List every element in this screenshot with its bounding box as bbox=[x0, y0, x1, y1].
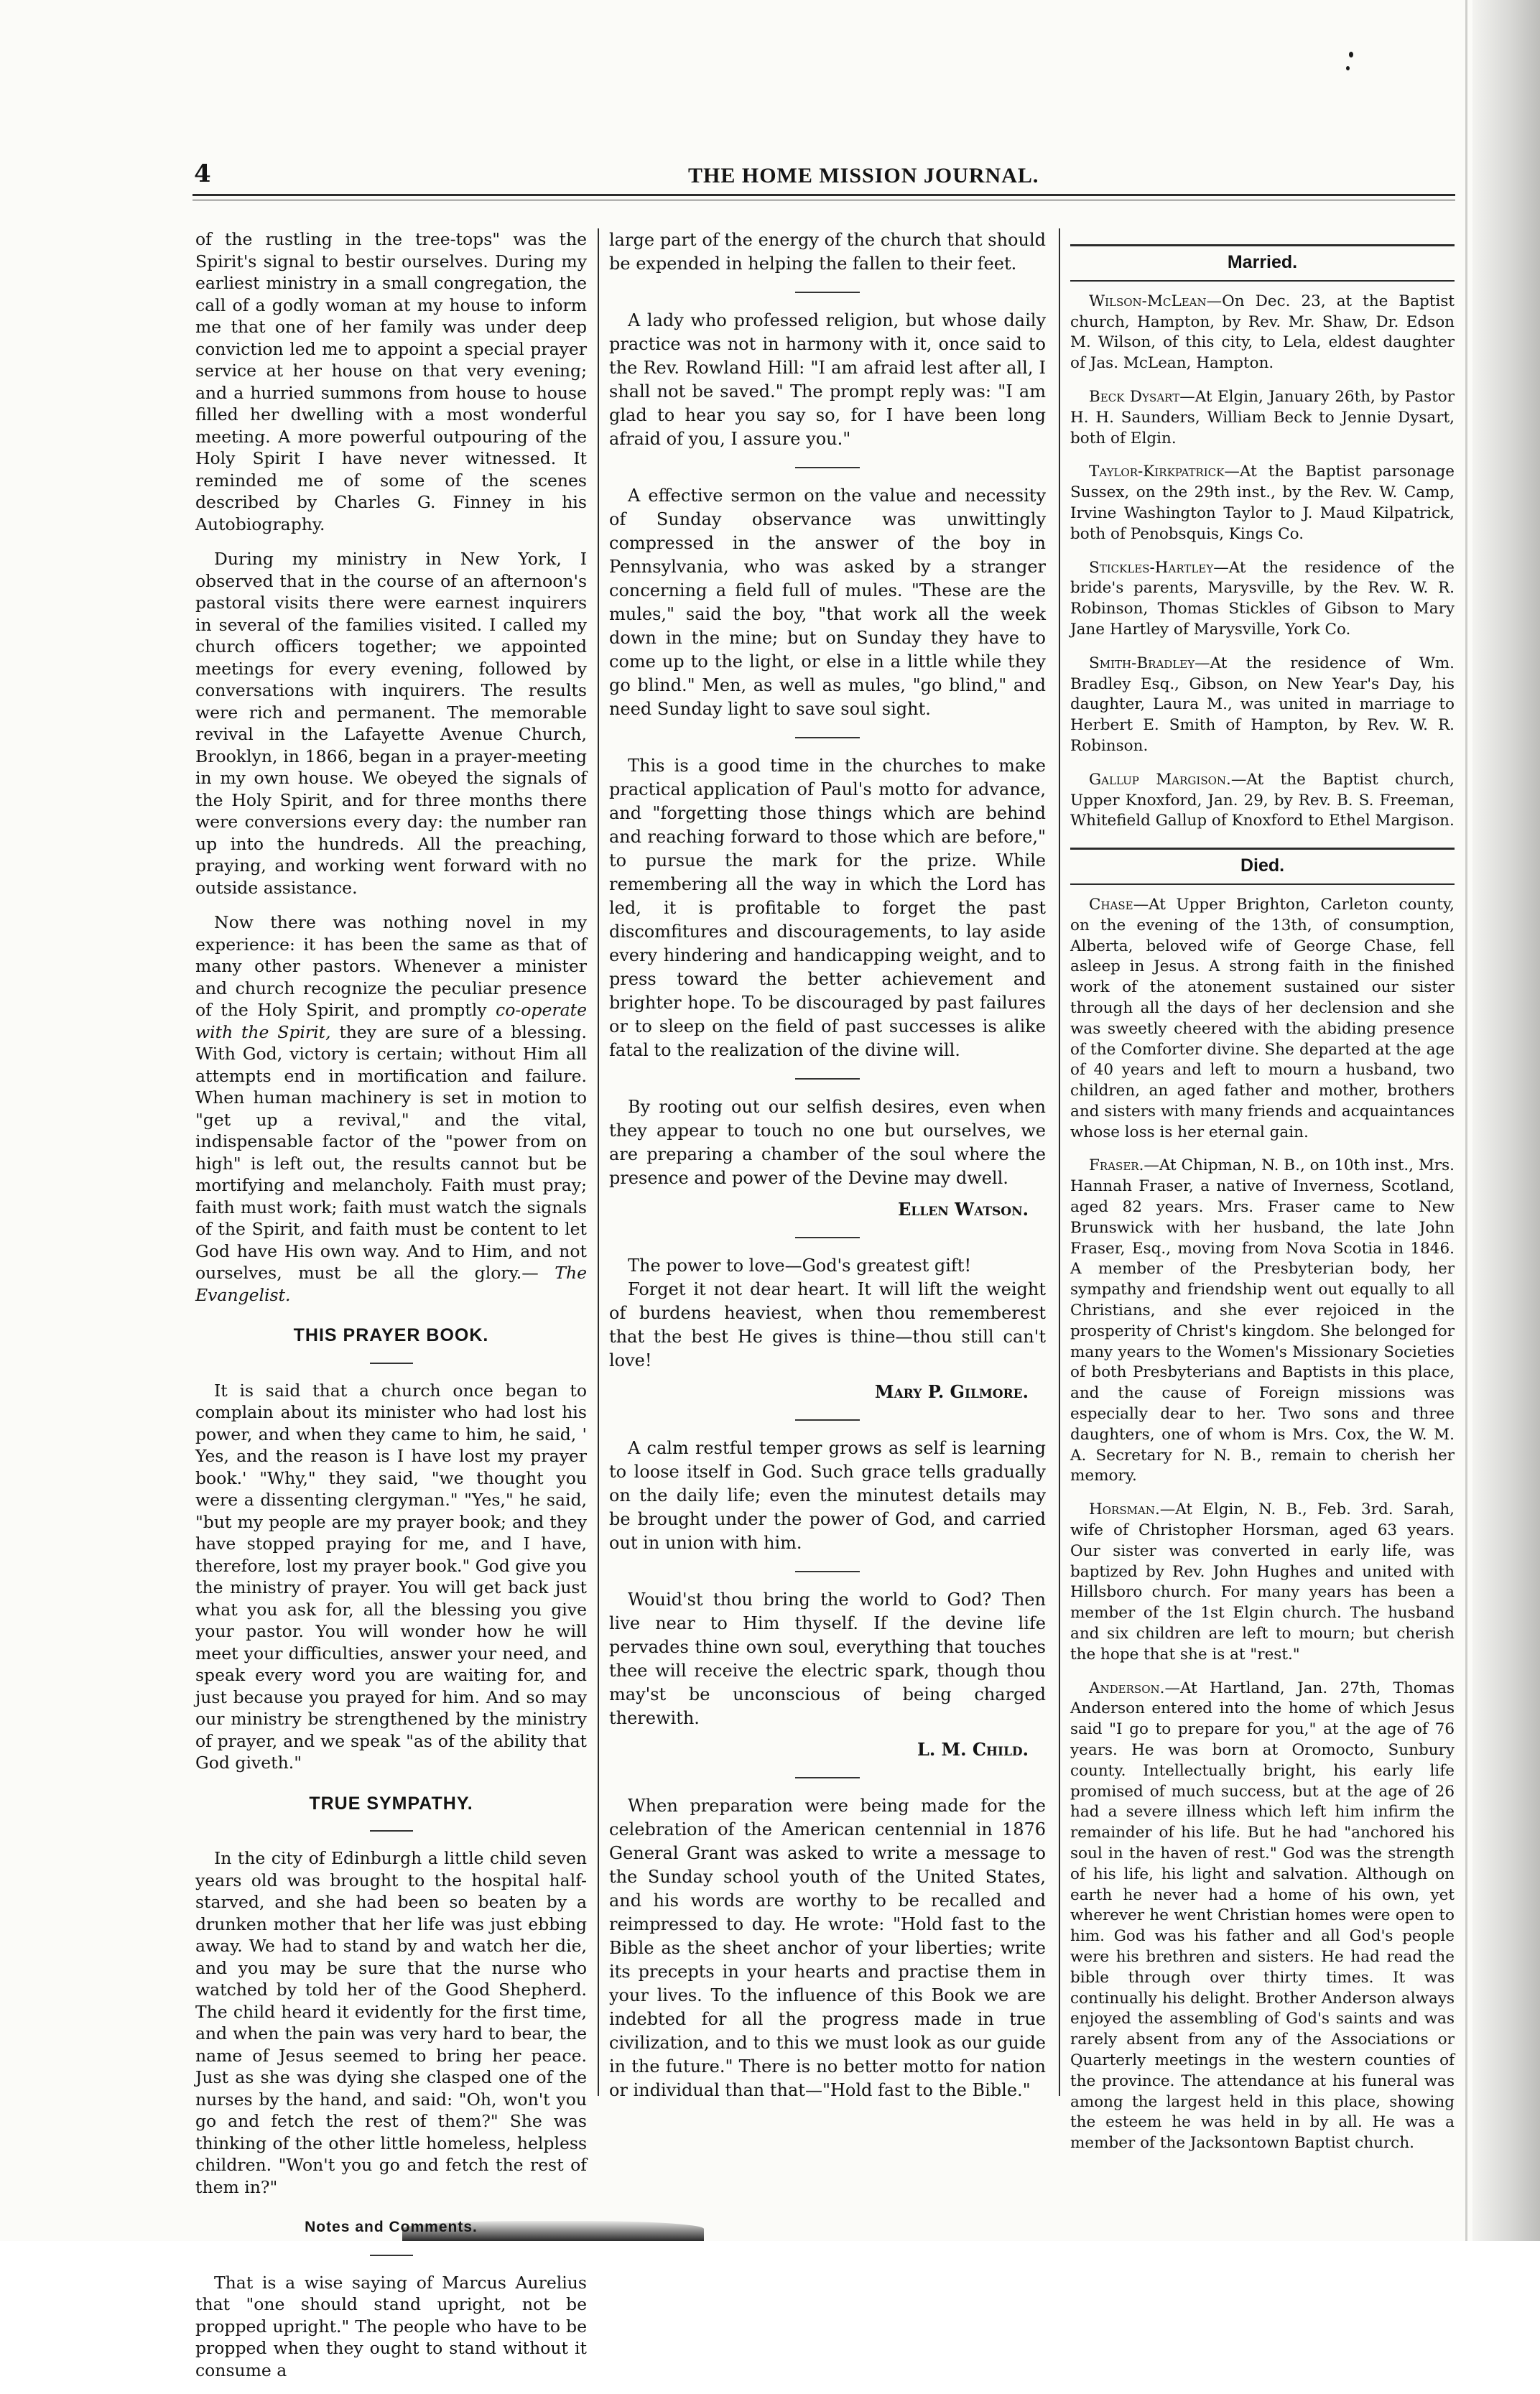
ink-speck bbox=[1349, 52, 1353, 57]
section-title-died: Died. bbox=[1240, 855, 1285, 876]
article-paragraph: A calm restful temper grows as self is learning to loose itself in God. Such grace tells gradually on the daily life; even the minutest details may be brought under the power of God, and carried out in union with him. bbox=[609, 1438, 1046, 1553]
article-paragraph: A effective sermon on the value and necessity of Sunday observance was unwittingly compressed in the answer of the boy in Pennsylvania, who was asked by a stranger concerning a field full of mules. "These are the mules," said the boy, "that work all the week down in the mine; but on Sunday they have to come up to the light, or else in a little while they go blind." Men, as well as mules, "go blind," and need Sunday light to save soul sight. bbox=[609, 486, 1046, 719]
article-paragraph: A lady who professed religion, but whose daily practice was not in harmony with it, once said to the Rev. Rowland Hill: "I am afraid lest after all, I shall not be saved." The prompt reply was: "I am glad to hear you say so, for I have been long afraid of you, I assure you." bbox=[609, 310, 1046, 449]
signature: Mary P. Gilmore. bbox=[874, 1381, 1029, 1402]
section-title-married: Married. bbox=[1227, 252, 1298, 272]
article-paragraph: During my ministry in New York, I observed that in the course of an afternoon's pastoral visits there were earnest inquirers in several of the families visited. I called my church officers together; we appointed meetings for every evening, followed by conversations with inquirers. The results were rich and permanent. The memorable revival in the Lafayette Avenue Church, Brooklyn, in 1866, began in a prayer-meeting in my own house. We obeyed the signals of the Holy Spirit, and for three months there were conversions every day: the number ran up into the hundreds. All the preaching, praying, and working went forward with no outside assistance. bbox=[195, 549, 587, 898]
article-paragraph: That is a wise saying of Marcus Aurelius that "one should stand upright, not be propped upright." The people who have to be propped when they ought to stand without it consume a bbox=[195, 2272, 587, 2380]
article-paragraph: When preparation were being made for the celebration of the American centennial in 1876 General Grant was asked to write a message to the Sunday school youth of the United States, and his words are worthy to be recalled and reimpressed to day. He wrote: "Hold fast to the Bible as the sheet anchor of your liberties; write its precepts in your hearts and practise them in your lives. To the influence of this Book we are indebted for all the progress made in true civilization, and to this we must look as our guide in the future." There is no better motto for nation or individual than that—"Hold fast to the Bible." bbox=[609, 1796, 1046, 2100]
divider bbox=[795, 737, 860, 738]
article-paragraph: It is said that a church once began to complain about its minister who had lost his power, and when they came to him, he said, ' Yes, and the reason is I have lost my prayer book.' "Why," they said, "we thought you were a dissenting clergyman." "Yes," he said, "but my people are my prayer book; and they have stopped praying for me, and I have, therefore, lost my prayer book." God give you the ministry of prayer. You will get back just what you ask for, all the blessing you give your pastor. You will wonder how he will meet your difficulties, answer your need, and speak every word you are waiting for, and just because you prayed for him. And so may our ministry be strengthened by the ministry of prayer, and we speak "as of the ability that God giveth." bbox=[195, 1380, 587, 1773]
column-divider-1 bbox=[598, 228, 599, 2096]
article-paragraph: Wouid'st thou bring the world to God? Then live near to Him thyself. If the devine life pervades thine own soul, everything that touches thee will receive the electric spark, though thou may'st be unconscious of being charged therewith. bbox=[609, 1590, 1046, 1728]
marriage-notice: Stickles-Hartley—At the residence of the bride's parents, Marysville, by the Rev. W. R. Robinson, Thomas Stickles of Gibson to Mary Jane Hartley of Marysville, York Co. bbox=[1070, 558, 1455, 639]
death-notice: Chase—At Upper Brighton, Carleton county, on the evening of the 13th, of consumption, Alberta, beloved wife of George Chase, fell asleep in Jesus. A strong faith in the finished work of the atonement sustained our sister through all the days of her declension and she was sweetly cheered with the abiding presence of the Comforter divine. She departed at the age of 40 years and left to mourn a husband, two children, an aged father and mother, brothers and sisters with many friends and acquaintances whose loss is her eternal gain. bbox=[1070, 895, 1455, 1141]
divider bbox=[370, 1363, 413, 1364]
divider bbox=[795, 1078, 860, 1080]
divider bbox=[795, 1571, 860, 1572]
marriage-notice: Beck Dysart—At Elgin, January 26th, by Pastor H. H. Saunders, William Beck to Jennie Dysart, both of Elgin. bbox=[1070, 387, 1455, 447]
column-3 bbox=[1070, 228, 1455, 2167]
article-paragraph: Forget it not dear heart. It will lift the weight of burdens heaviest, when thou rememberest that the best He gives is thine—thou still can't love! bbox=[609, 1279, 1046, 1370]
column-2 bbox=[609, 228, 1046, 2115]
section-rule bbox=[1070, 848, 1455, 850]
page-number: 4 bbox=[194, 159, 211, 188]
article-paragraph: large part of the energy of the church that should be expended in helping the fallen to their feet. bbox=[609, 230, 1046, 274]
page-edge-line bbox=[1465, 0, 1467, 2241]
article-paragraph: By rooting out our selfish desires, even when they appear to touch no one but ourselves, we are preparing a chamber of the soul where the presence and power of the Devine may dwell. bbox=[609, 1097, 1046, 1188]
divider bbox=[795, 467, 860, 468]
article-paragraph: The power to love—God's greatest gift! bbox=[628, 1256, 972, 1276]
column-divider-2 bbox=[1059, 228, 1060, 2096]
article-paragraph: of the rustling in the tree-tops" was the Spirit's signal to bestir ourselves. During my earliest ministry in a small congregation, the call of a godly woman at my house to inform me that one of her family was under deep conviction led me to appoint a special prayer service at her house on that very evening; and a hurried summons from house to house filled her dwelling with a most wonderful meeting. A more powerful outpouring of the Holy Spirit I have never witnessed. It reminded me of some of the scenes described by Charles G. Finney in his Autobiography. bbox=[195, 229, 587, 534]
ink-speck bbox=[1346, 66, 1350, 70]
section-rule bbox=[1070, 244, 1455, 246]
signature: Ellen Watson. bbox=[898, 1199, 1029, 1220]
marriage-notice: Wilson-McLean—On Dec. 23, at the Baptist church, Hampton, by Rev. Mr. Shaw, Dr. Edson M. Wilson, of this city, to Lela, eldest daughter of Jas. McLean, Hampton. bbox=[1070, 292, 1455, 373]
divider bbox=[795, 1419, 860, 1421]
header-rule-top bbox=[192, 194, 1455, 196]
page-edge-shadow bbox=[1472, 0, 1540, 2241]
marriage-notice: Gallup Margison.—At the Baptist church, Upper Knoxford, Jan. 29, by Rev. B. S. Freeman, Whitefield Gallup of Knoxford to Ethel Margison. bbox=[1070, 770, 1455, 830]
journal-title: THE HOME MISSION JOURNAL. bbox=[688, 164, 1039, 187]
divider bbox=[795, 1237, 860, 1238]
section-rule bbox=[1070, 280, 1455, 282]
divider bbox=[370, 1830, 413, 1832]
death-notice: Horsman.—At Elgin, N. B., Feb. 3rd. Sarah, wife of Christopher Horsman, aged 63 years. Our sister was converted in early life, was baptized by Rev. John Hughes and united with Hillsboro church. For many years has been a member of the 1st Elgin church. The husband and six children are left to mourn; but cherish the hope that she is at "rest." bbox=[1070, 1500, 1455, 1664]
death-notice: Fraser.—At Chipman, N. B., on 10th inst., Mrs. Hannah Fraser, a native of Inverness, Scotland, aged 82 years. Mrs. Fraser came to New Brunswick with her husband, the late John Fraser, Esq., moving from Nova Scotia in 1846. A member of the Presbyterian body, her sympathy and friendship went out equally to all Christians, and she ever rejoiced in the prosperity of Christ's kingdom. She belonged for many years to the Women's Missionary Societies of both Presbyterians and Baptists in this place, and the cause of Foreign missions was especially dear to her. Two sons and three daughters, one of whom is Mrs. Cox, the W. M. A. Secretary for N. B., remain to cherish her memory. bbox=[1070, 1156, 1455, 1485]
divider bbox=[795, 1777, 860, 1778]
marriage-notice: Taylor-Kirkpatrick—At the Baptist parsonage Sussex, on the 29th inst., by the Rev. W. Camp, Irvine Washington Taylor to J. Maud Kilpatrick, both of Penobsquis, Kings Co. bbox=[1070, 463, 1455, 543]
divider bbox=[370, 2255, 413, 2256]
section-title-prayer-book: THIS PRAYER BOOK. bbox=[293, 1325, 489, 1345]
divider bbox=[795, 292, 860, 293]
article-paragraph: This is a good time in the churches to make practical application of Paul's motto for advance, and "forgetting those things which are behind and reaching forward to those which are before," to pursue the mark for the prize. While remembering all the way in which the Lord has led, it is profitable to forget the past discomfitures and discouragements, to lay aside every hindering and handicapping weight, and to press toward the better achievement and brighter hope. To be discouraged by past failures or to sleep on the field of past successes is alike fatal to the realization of the divine will. bbox=[609, 756, 1046, 1060]
column-1 bbox=[195, 228, 587, 2394]
section-title-notes: Notes and Comments. bbox=[305, 2219, 478, 2235]
marriage-notice: Smith-Bradley—At the residence of Wm. Bradley Esq., Gibson, on New Year's Day, his daughter, Laura M., was united in marriage to Herbert E. Smith of Hampton, by Rev. W. R. Robinson. bbox=[1070, 654, 1455, 755]
death-notice: Anderson.—At Hartland, Jan. 27th, Thomas Anderson entered into the home of which Jesus said "I go to prepare for you," at the age of 76 years. He was born at Oromocto, Sunbury county. Intellectually bright, his early life promised of much success, but at the age of 26 had a severe illness which left him infirm the remainder of his life. But he had "anchored his soul in the haven of rest." God was the strength of his life, his light and salvation. Although on earth he never had a home of his own, yet wherever he went Christian homes were open to him. God was his father and all God's people were his brethren and sisters. He had read the bible through over thirty times. It was continually his delight. Brother Anderson always enjoyed the assembling of God's saints and was rarely absent from any of the Associations or Quarterly meetings in the western counties of the province. The attendance at his funeral was among the largest held in this place, showing the esteem he was held in by all. He was a member of the Jacksontown Baptist church. bbox=[1070, 1679, 1455, 2153]
article-paragraph: Now there was nothing novel in my experience: it has been the same as that of many other pastors. Whenever a minister and church recognize the peculiar presence of the Holy Spirit, and promptly co-operate with the Spirit, they are sure of a blessing. With God, victory is certain; without Him all attempts end in mortification and failure. When human machinery is set in motion to "get up a revival," and the vital, indispensable factor of the "power from on high" is left out, the results cannot but be mortifying and melancholy. Faith must pray; faith must work; faith must watch the signals of the Spirit, and faith must be content to let God have His own way. And to Him, and not ourselves, must be all the glory.— The Evangelist. bbox=[195, 912, 587, 1305]
section-title-true-sympathy: TRUE SYMPATHY. bbox=[309, 1793, 473, 1814]
article-paragraph: In the city of Edinburgh a little child seven years old was brought to the hospital half-starved, and she had been so beaten by a drunken mother that her life was just ebbing away. We had to stand by and watch her die, and you may be sure that the nurse who watched by told her of the Good Shepherd. The child heard it evidently for the first time, and when the pain was very hard to bear, the name of Jesus seemed to bring her peace. Just as she was dying she clasped one of the nurses by the hand, and said: "Oh, won't you go and fetch the rest of them?" She was thinking of the other little homeless, helpless children. "Won't you go and fetch the rest of them in?" bbox=[195, 1848, 587, 2197]
section-rule bbox=[1070, 883, 1455, 885]
signature: L. M. Child. bbox=[917, 1739, 1029, 1760]
